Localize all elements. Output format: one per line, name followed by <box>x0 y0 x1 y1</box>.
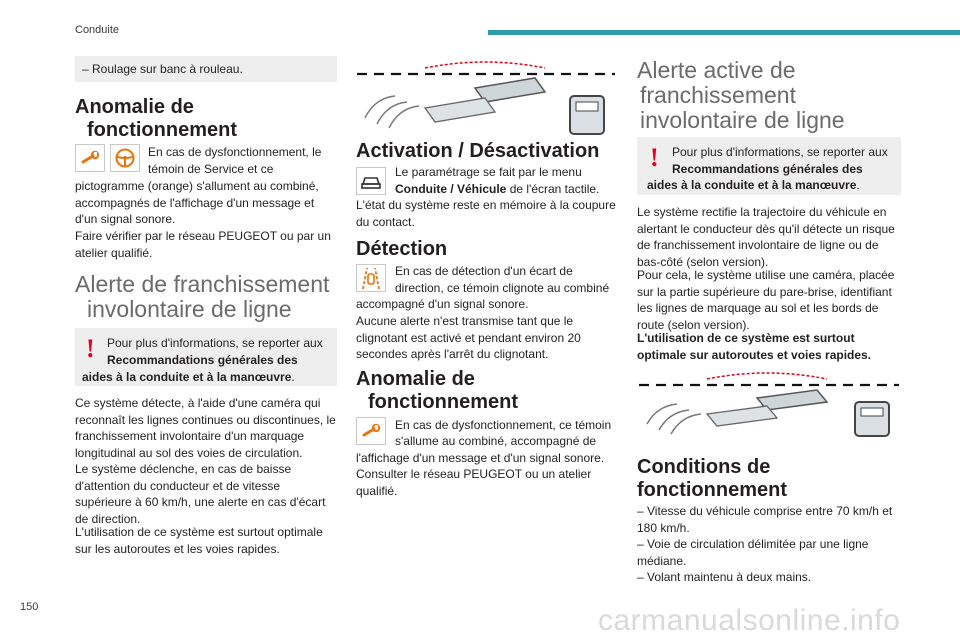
activation-text: Conduite / Véhicule de l'écran tactile. <box>395 182 600 196</box>
anomalie-text: s'allume au combiné, accompagné de <box>395 434 597 448</box>
paragraph: L'utilisation de ce système est surtout optimale sur autoroutes et voies rapides. <box>637 331 872 362</box>
detection-text: accompagné d'un signal sonore. <box>356 297 529 311</box>
warning-text: aides à la conduite et à la manœuvre. <box>82 370 295 384</box>
lane-departure-illustration <box>355 58 617 140</box>
section-title: Conduite <box>75 24 120 36</box>
section-heading: Alerte active de franchissement involontaire de ligne <box>637 57 845 133</box>
car-icon <box>356 167 386 195</box>
detection-text: direction, ce témoin clignote au combiné <box>395 281 610 295</box>
warning-text: Pour plus d'informations, se reporter aux <box>672 145 888 159</box>
section-heading: Détection <box>356 238 448 260</box>
detection-text: En cas de détection d'un écart de <box>395 264 573 278</box>
warning-icon: ! <box>650 143 659 172</box>
anomalie-text: Faire vérifier par le réseau PEUGEOT ou par un atelier qualifié. <box>75 229 331 260</box>
lane-keeping-illustration <box>637 368 901 440</box>
section-heading: Anomalie de fonctionnement <box>356 368 518 413</box>
activation-text: L'état du système reste en mémoire à la coupure du contact. <box>356 198 616 229</box>
section-heading: Anomalie de fonctionnement <box>75 96 237 141</box>
wrench-icon <box>356 417 386 445</box>
anomalie-text: Consulter le réseau PEUGEOT ou un atelier qualifié. <box>356 467 592 498</box>
warning-text: Recommandations générales des <box>672 162 863 176</box>
section-heading: Activation / Désactivation <box>356 140 600 162</box>
lane-warning-icon <box>356 264 386 292</box>
detection-text: Aucune alerte n'est transmise tant que le clignotant est activé et pendant environ 20 secondes après l'arrêt du clignotant. <box>356 314 581 362</box>
paragraph: L'utilisation de ce système est surtout optimale sur les autoroutes et les voies rapides. <box>75 525 323 556</box>
warning-text: Recommandations générales des <box>107 353 298 367</box>
anomalie-text-line: témoin de Service et ce <box>148 162 274 176</box>
page-number: 150 <box>20 601 39 613</box>
activation-text: Le paramétrage se fait par le menu <box>395 165 582 179</box>
section-heading: Alerte de franchissement involontaire de ligne <box>75 271 330 322</box>
paragraph: Pour cela, le système utilise une caméra, placée sur la partie supérieure du pare-brise, identifiant les lignes de marquage au sol et les bords de route (selon version). <box>637 268 895 332</box>
list-item: – Voie de circulation délimitée par une ligne médiane. <box>637 537 869 568</box>
list-item: – Vitesse du véhicule comprise entre 70 km/h et 180 km/h. <box>637 504 893 535</box>
paragraph: Le système déclenche, en cas de baisse d'attention du conducteur et de vitesse supérieure à 60 km/h, une alerte en cas d'écart de direction. <box>75 462 326 526</box>
wrench-icon <box>75 144 105 172</box>
paragraph: Ce système détecte, à l'aide d'une caméra qui reconnaît les lignes continues ou discontinues, le franchissement involontaire d'un marquage longitudinal au sol des voies de circulation. <box>75 396 336 460</box>
watermark: carmanualsonline.info <box>598 604 901 637</box>
steering-wheel-icon <box>110 144 140 172</box>
warning-icon: ! <box>86 334 95 363</box>
anomalie-text: En cas de dysfonctionnement, ce témoin <box>395 418 612 432</box>
list-item: – Volant maintenu à deux mains. <box>637 570 812 584</box>
anomalie-text: l'affichage d'un message et d'un signal sonore. <box>356 451 605 465</box>
section-heading: Conditions de fonctionnement <box>637 456 787 501</box>
anomalie-text-line: En cas de dysfonctionnement, le <box>148 145 322 159</box>
paragraph: Le système rectifie la trajectoire du véhicule en alertant le conducteur dès qu'il détecte un risque de franchissement involontaire de ligne ou de bas-côté (selon version). <box>637 205 895 269</box>
header-accent-bar <box>488 30 960 35</box>
warning-text: Pour plus d'informations, se reporter aux <box>107 336 323 350</box>
warning-text: aides à la conduite et à la manœuvre. <box>647 178 860 192</box>
anomalie-text: pictogramme (orange) s'allument au combiné, accompagnés de l'affichage d'un message et d'un signal sonore. <box>75 179 319 227</box>
list-item: – Roulage sur banc à rouleau. <box>82 62 243 76</box>
